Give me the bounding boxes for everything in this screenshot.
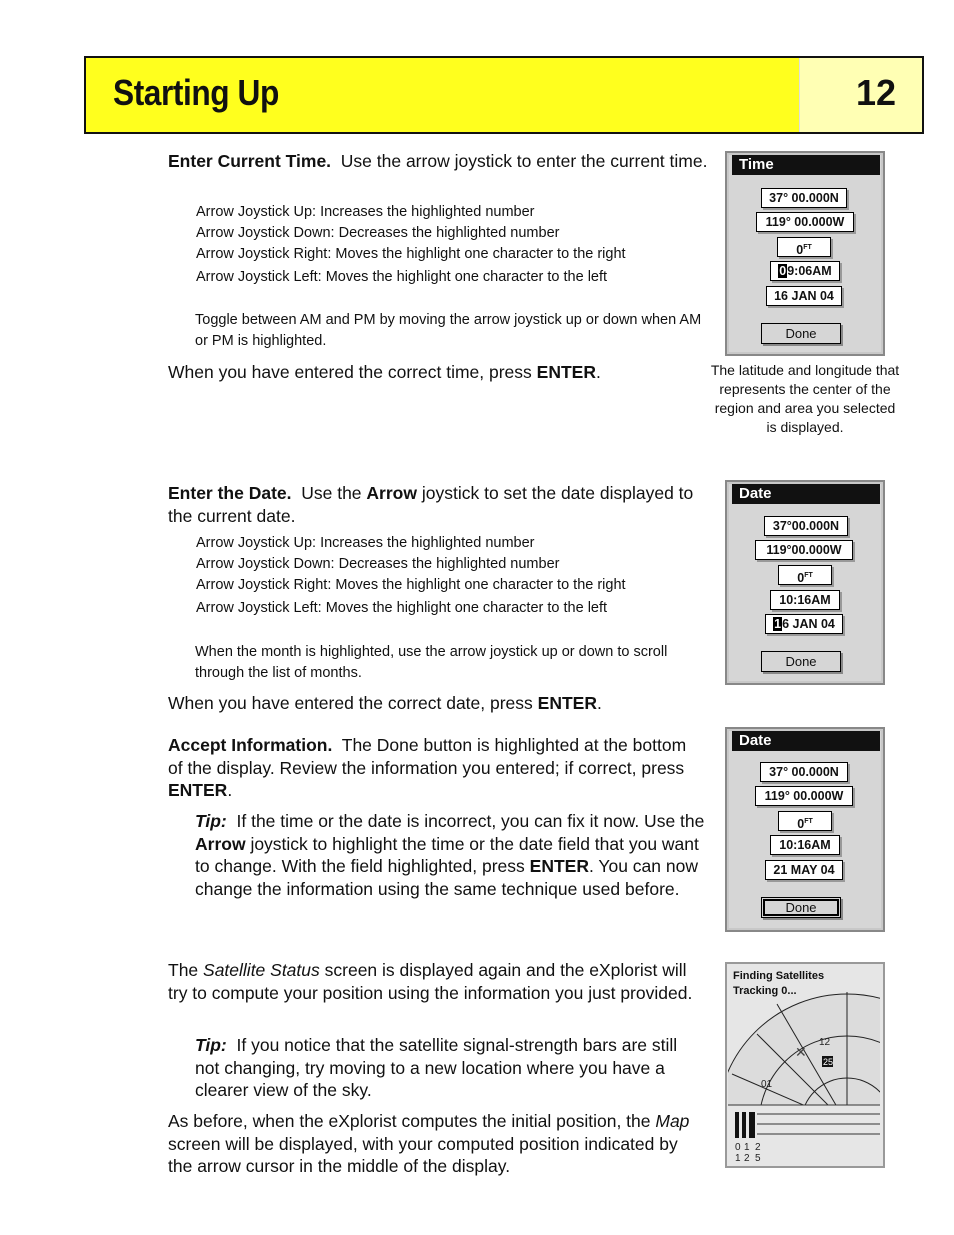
altitude-field[interactable]	[778, 811, 832, 831]
time-field[interactable]	[770, 261, 840, 281]
time-value: 9:06AM	[787, 264, 832, 278]
altitude-value: 0	[797, 571, 805, 586]
signal-bar-1	[735, 1112, 739, 1138]
altitude-field[interactable]	[777, 237, 831, 257]
time-screen-title: Time	[732, 155, 880, 175]
date-field[interactable]: 16 JAN 04	[766, 286, 842, 306]
time-enter-instruction: When you have entered the correct time, press ENTER.	[168, 362, 601, 382]
map-p2-pre: As before, when the eXplorist computes the initial position, the	[168, 1111, 651, 1131]
satellite-tip-text: If you notice that the satellite signal-strength bars are still not changing, try moving to a new location where you have a clearer view of the sky.	[195, 1035, 678, 1100]
time-cursor: 0	[779, 264, 787, 278]
chapter-title: Starting Up	[113, 72, 279, 113]
date-screen	[725, 480, 885, 685]
satellite-p1-pre: The	[168, 960, 199, 980]
signal-bar-3	[749, 1112, 755, 1138]
map-p2-post: screen will be displayed, with your computed position indicated by the arrow cursor in the middle of the display.	[168, 1133, 678, 1176]
date-enter-instruction: When you have entered the correct date, press ENTER.	[168, 693, 602, 713]
bar-label-bottom-1: 1	[735, 1153, 741, 1164]
finding-satellites-text: Finding Satellites	[733, 970, 825, 982]
time-joystick-right: Arrow Joystick Right: Moves the highlight one character to the right	[196, 246, 626, 262]
tracking-text: Tracking 0...	[733, 985, 797, 997]
date-heading: Enter the Date.	[168, 483, 292, 503]
accept-tip-a: If the time or the date is incorrect, you can fix it now. Use the	[236, 811, 705, 831]
satellite-status-term: Satellite Status	[203, 960, 320, 980]
date-joystick-down: Arrow Joystick Down: Decreases the highlighted number	[196, 556, 560, 572]
accept-tip-arrow: Arrow	[195, 833, 246, 854]
time-intro-text: Use the arrow joystick to enter the current time.	[340, 151, 708, 171]
date-field[interactable]: 21 MAY 04	[765, 860, 843, 880]
position-cursor-icon: ✕	[795, 1045, 807, 1061]
latitude-field[interactable]: 37° 00.000N	[761, 188, 847, 208]
enter-key-label: ENTER	[168, 780, 228, 800]
time-joystick-left: Arrow Joystick Left: Moves the highlight one character to the left	[196, 269, 608, 285]
tip-label: Tip:	[195, 1035, 227, 1055]
map-paragraph	[168, 1110, 698, 1178]
date-confirm-screen	[725, 727, 885, 932]
time-screen	[725, 151, 885, 356]
altitude-value: 0	[797, 817, 805, 832]
longitude-field[interactable]: 119° 00.000W	[755, 786, 853, 806]
bar-label-bottom-3: 5	[755, 1153, 761, 1164]
date-month-note: When the month is highlighted, use the arrow joystick up or down to scroll through the list of months.	[195, 644, 668, 681]
time-field[interactable]: 10:16AM	[770, 590, 840, 610]
time-toggle-note: Toggle between AM and PM by moving the arrow joystick up or down when AM or PM is highlighted.	[195, 312, 702, 349]
chapter-header	[84, 56, 924, 134]
date-field[interactable]	[765, 614, 843, 634]
altitude-unit: FT	[804, 572, 813, 579]
date-joystick-left: Arrow Joystick Left: Moves the highlight one character to the left	[196, 600, 608, 616]
bar-label-top-2: 1	[744, 1142, 750, 1153]
enter-key-label: ENTER	[536, 362, 596, 382]
bar-label-top-1: 0	[735, 1142, 741, 1153]
satellite-p1-post: screen is displayed again and the eXplorist will try to compute your position using the information you just provided.	[168, 960, 693, 1003]
satellite-01-label: 01	[761, 1079, 773, 1090]
satellite-tip	[195, 1034, 695, 1102]
altitude-unit: FT	[804, 818, 813, 825]
accept-tip-c: . You can now change the information using the same technique used before.	[195, 856, 698, 899]
altitude-unit: FT	[803, 244, 812, 251]
date-intro-post: joystick to set the date displayed to the current date.	[168, 483, 694, 526]
date-intro	[168, 482, 708, 527]
satellite-status-screen	[725, 962, 885, 1168]
accept-body: The Done button is highlighted at the bottom of the display. Review the information you entered; if correct, press	[168, 735, 687, 778]
tip-label: Tip:	[195, 811, 227, 831]
done-button[interactable]: Done	[761, 323, 841, 344]
altitude-field[interactable]	[778, 565, 832, 585]
accept-heading: Accept Information.	[168, 735, 333, 755]
enter-key-label: ENTER	[537, 693, 597, 713]
date-confirm-screen-title: Date	[732, 731, 880, 751]
accept-tip	[195, 810, 710, 900]
date-value: 6 JAN 04	[782, 617, 835, 631]
date-intro-arrow: Arrow	[366, 483, 417, 503]
bar-label-top-3: 2	[755, 1142, 761, 1153]
satellite-paragraph	[168, 959, 698, 1004]
time-heading: Enter Current Time.	[168, 151, 332, 171]
enter-key-label: ENTER	[529, 856, 589, 876]
time-enter-text: When you have entered the correct time, press	[168, 362, 532, 382]
done-button[interactable]: Done	[761, 897, 841, 918]
longitude-field[interactable]: 119°00.000W	[755, 540, 853, 560]
date-enter-text: When you have entered the correct date, press	[168, 693, 533, 713]
date-joystick-right: Arrow Joystick Right: Moves the highlight one character to the right	[196, 577, 626, 593]
done-button[interactable]: Done	[761, 651, 841, 672]
latitude-field[interactable]: 37°00.000N	[764, 516, 848, 536]
time-joystick-up: Arrow Joystick Up: Increases the highlighted number	[196, 204, 535, 220]
signal-bar-2	[742, 1112, 746, 1138]
bar-label-bottom-2: 2	[744, 1153, 750, 1164]
accept-tip-b: joystick to highlight the time or the date field that you want to change. With the field highlighted, press	[195, 833, 699, 876]
time-intro	[168, 150, 708, 173]
longitude-field[interactable]: 119° 00.000W	[756, 212, 854, 232]
date-cursor: 1	[774, 617, 782, 631]
map-term: Map	[655, 1111, 690, 1131]
altitude-value: 0	[796, 243, 804, 258]
satellite-25-label: 25	[823, 1057, 834, 1067]
time-field[interactable]: 10:16AM	[770, 835, 840, 855]
satellite-12-label: 12	[819, 1037, 831, 1048]
date-screen-title: Date	[732, 484, 880, 504]
page-number: 12	[855, 72, 896, 113]
accept-paragraph: Accept Information. The Done button is highlighted at the bottom of the display. Review the information you entered; if correct, press ENTER.	[168, 735, 687, 800]
date-joystick-up: Arrow Joystick Up: Increases the highlighted number	[196, 535, 535, 551]
latitude-field[interactable]: 37° 00.000N	[760, 762, 848, 782]
date-intro-pre: Use the	[301, 483, 362, 503]
sky-plot	[727, 964, 883, 1166]
time-joystick-down: Arrow Joystick Down: Decreases the highlighted number	[196, 225, 560, 241]
time-screen-caption: The latitude and longitude that represents the center of the region and area you selected is displayed.	[710, 362, 900, 435]
